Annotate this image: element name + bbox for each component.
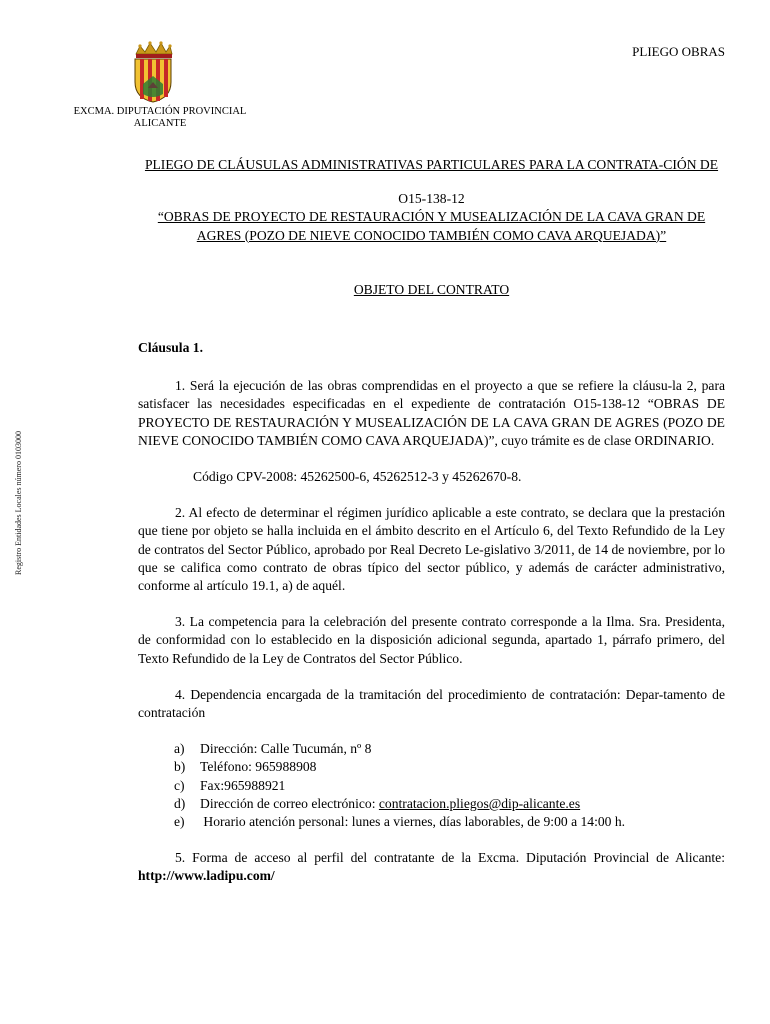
contact-list — [138, 740, 725, 831]
list-item-text: Teléfono: 965988908 — [200, 759, 317, 775]
list-item — [138, 813, 725, 831]
document-title: PLIEGO DE CLÁUSULAS ADMINISTRATIVAS PARTICULARES PARA LA CONTRATA-CIÓN DE — [144, 157, 719, 172]
list-item-label: d) — [174, 795, 186, 811]
org-line-2: ALICANTE — [133, 118, 187, 129]
list-item-text: Dirección: Calle Tucumán, nº 8 — [200, 741, 372, 757]
document-body — [138, 156, 725, 886]
cpv-codes: Código CPV-2008: 45262500-6, 45262512-3 y 45262670-8. — [193, 469, 522, 485]
paragraph-5-text: 5. Forma de acceso al perfil del contratante de la Excma. Diputación Provincial de Alicante: — [175, 850, 725, 866]
contract-code: O15-138-12 — [398, 191, 465, 207]
list-item-text: Dirección de correo electrónico: — [200, 795, 379, 811]
list-item-text: Horario atención personal: lunes a viernes, días laborables, de 9:00 a 14:00 h. — [200, 814, 626, 830]
list-item-label: a) — [174, 741, 185, 757]
section-heading: OBJETO DEL CONTRATO — [353, 281, 510, 297]
list-item — [138, 758, 725, 776]
registry-stamp: Registro Entidades Locales número 0103000 — [14, 431, 23, 575]
list-item-label: b) — [174, 759, 186, 775]
email-link[interactable]: contratacion.pliegos@dip-alicante.es — [378, 795, 581, 811]
paragraph-4: 4. Dependencia encargada de la tramitación del procedimiento de contratación: Depar-tamento de contratación — [138, 686, 725, 721]
paragraph-5 — [138, 849, 725, 885]
org-line-1: EXCMA. DIPUTACIÓN PROVINCIAL — [73, 106, 247, 117]
list-item — [138, 795, 725, 813]
project-title: “OBRAS DE PROYECTO DE RESTAURACIÓN Y MUSEALIZACIÓN DE LA CAVA GRAN DE AGRES (POZO DE NIEVE CONOCIDO TAMBIÉN COMO CAVA ARQUEJADA)” — [157, 209, 706, 243]
paragraph-2: 2. Al efecto de determinar el régimen jurídico aplicable a este contrato, se declara que la prestación que tiene por objeto se halla incluida en el ámbito descrito en el Artículo 6, del Texto Refundido de la Ley de contratos del Sector Público, aprobado por Real Decreto Le-gislativo 3/2011, de 14 de noviembre, por lo que se califica como contrato de obras típico del sector público, y además de carácter administrativo, conforme al artículo 19.1, a) de aquél. — [138, 505, 725, 594]
clause-heading: Cláusula 1. — [138, 340, 203, 356]
list-item — [138, 777, 725, 795]
profile-link[interactable]: http://www.ladipu.com/ — [138, 868, 275, 884]
paragraph-3: 3. La competencia para la celebración del presente contrato corresponde a la Ilma. Sra. Presidenta, de conformidad con lo establecido en la disposición adicional segunda, apartado 1, párrafo primero, del Texto Refundido de la Ley de Contratos del Sector Público. — [138, 614, 725, 666]
list-item-label: c) — [174, 777, 185, 793]
organization-name — [60, 106, 260, 130]
list-item-text: Fax:965988921 — [200, 777, 286, 793]
paragraph-1: 1. Será la ejecución de las obras comprendidas en el proyecto a que se refiere la cláusu-la 2, para satisfacer las necesidades especificadas en el expediente de contratación O15-138-12 “OBRAS DE PROYECTO DE RESTAURACIÓN Y MUSEALIZACIÓN DE LA CAVA GRAN DE AGRES (POZO DE NIEVE CONOCIDO TAMBIÉN COMO CAVA ARQUEJADA)”, cuyo trámite es de clase ORDINARIO. — [138, 378, 725, 448]
coat-of-arms-icon — [130, 40, 176, 104]
document-type: PLIEGO OBRAS — [632, 44, 725, 59]
list-item — [138, 740, 725, 758]
list-item-label: e) — [174, 814, 185, 830]
